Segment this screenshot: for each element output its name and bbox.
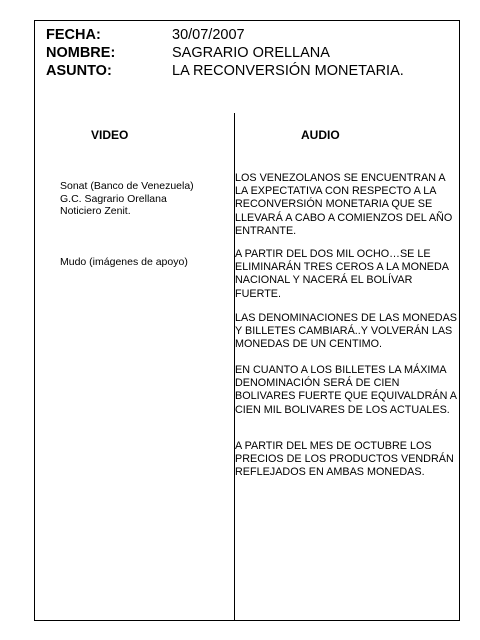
audio-line: EN CUANTO A LOS BILLETES LA MÁXIMA [235, 364, 447, 376]
asunto-value: LA RECONVERSIÓN MONETARIA. [172, 63, 404, 79]
audio-line: ENTRANTE. [235, 224, 297, 237]
audio-line: RECONVERSIÓN MONETARIA QUE SE [235, 198, 433, 211]
nombre-value: SAGRARIO ORELLANA [172, 45, 330, 61]
video-line: Noticiero Zenit. [60, 205, 131, 217]
audio-paragraph-1 [235, 172, 452, 238]
audio-line: A PARTIR DEL MES DE OCTUBRE LOS [235, 440, 432, 452]
video-block-1 [60, 180, 194, 218]
video-line: Sonat (Banco de Venezuela) [60, 180, 194, 192]
video-line: Mudo (imágenes de apoyo) [60, 256, 188, 268]
video-column-title: VIDEO [91, 128, 129, 142]
video-line: G.C. Sagrario Orellana [60, 192, 167, 205]
audio-paragraph-5 [235, 440, 454, 480]
audio-line: MONEDAS DE UN CENTIMO. [235, 338, 382, 351]
audio-line: BOLIVARES FUERTE QUE EQUIVALDRÁN A [235, 390, 457, 403]
audio-column-title: AUDIO [301, 128, 340, 142]
audio-line: Y BILLETES CAMBIARÁ..Y VOLVERÁN LAS [235, 325, 453, 338]
audio-line: DENOMINACIÓN SERÁ DE CIEN [235, 377, 400, 390]
fecha-label: FECHA: [46, 27, 101, 43]
nombre-label: NOMBRE: [46, 45, 116, 61]
audio-line: LA EXPECTATIVA CON RESPECTO A LA [235, 185, 437, 198]
audio-line: FUERTE. [235, 287, 281, 300]
audio-line: PRECIOS DE LOS PRODUCTOS VENDRÁN [235, 453, 454, 466]
audio-line: ELIMINARÁN TRES CEROS A LA MONEDA [235, 261, 449, 274]
asunto-label: ASUNTO: [46, 63, 112, 79]
audio-paragraph-2 [235, 248, 449, 301]
audio-paragraph-3 [235, 312, 457, 352]
audio-paragraph-4 [235, 364, 457, 417]
audio-line: REFLEJADOS EN AMBAS MONEDAS. [235, 466, 425, 479]
audio-line: A PARTIR DEL DOS MIL OCHO…SE LE [235, 248, 431, 260]
fecha-value: 30/07/2007 [172, 27, 245, 43]
audio-line: CIEN MIL BOLIVARES DE LOS ACTUALES. [235, 403, 450, 416]
audio-line: LLEVARÁ A CABO A COMIENZOS DEL AÑO [235, 211, 453, 224]
video-block-2 [60, 256, 188, 269]
audio-line: NACIONAL Y NACERÁ EL BOLÍVAR [235, 274, 413, 287]
audio-line: LAS DENOMINACIONES DE LAS MONEDAS [235, 312, 457, 324]
audio-line: LOS VENEZOLANOS SE ENCUENTRAN A [235, 172, 446, 184]
